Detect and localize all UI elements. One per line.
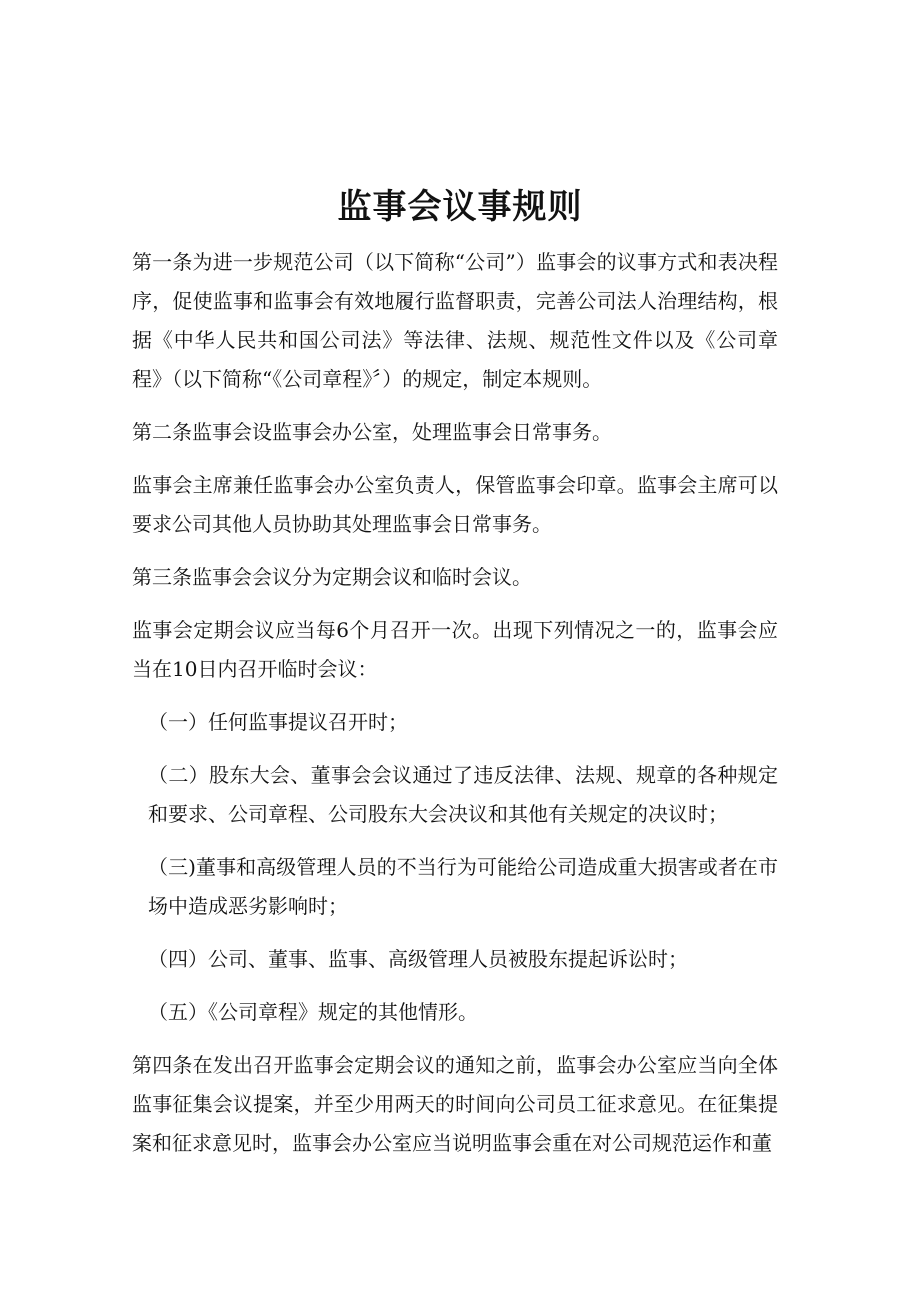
document-title: 监事会议事规则 [337, 186, 583, 227]
regular-meeting-paragraph: 监事会定期会议应当每6个月召开一次。出现下列情况之一的，监事会应当在10日内召开临时会议： [132, 618, 778, 681]
supervisory-chair-paragraph: 监事会主席兼任监事会办公室负责人，保管监事会印章。监事会主席可以要求公司其他人员协助其处理监事会日常事务。 [132, 473, 778, 536]
list-item-3: （三)董事和高级管理人员的不当行为可能给公司造成重大损害或者在市场中造成恶劣影响时； [148, 855, 778, 918]
list-item-2: （二）股东大会、董事会会议通过了违反法律、法规、规章的各种规定和要求、公司章程、公司股东大会决议和其他有关规定的决议时； [148, 763, 778, 826]
article-4-paragraph: 第四条在发出召开监事会定期会议的通知之前，监事会办公室应当向全体监事征集会议提案，并至少用两天的时间向公司员工征求意见。在征集提案和征求意见时，监事会办公室应当说明监事会重在对公司规范运作和董 [132, 1053, 778, 1155]
list-item-5: （五）《公司章程》规定的其他情形。 [148, 1000, 478, 1024]
document-body [132, 243, 778, 1177]
article-3-paragraph: 第三条监事会会议分为定期会议和临时会议。 [132, 565, 532, 589]
article-1-paragraph: 第一条为进一步规范公司（以下简称“公司”）监事会的议事方式和表决程序，促使监事和监事会有效地履行监督职责，完善公司法人治理结构，根据《中华人民共和国公司法》等法律、法规、规范性文件以及《公司章程》（以下简称“《公司章程》〞）的规定，制定本规则。 [132, 250, 778, 391]
article-2-paragraph: 第二条监事会设监事会办公室，处理监事会日常事务。 [132, 420, 612, 444]
list-item-4: （四）公司、董事、监事、高级管理人员被股东提起诉讼时； [148, 947, 688, 971]
list-item-1: （一）任何监事提议召开时； [148, 710, 408, 734]
